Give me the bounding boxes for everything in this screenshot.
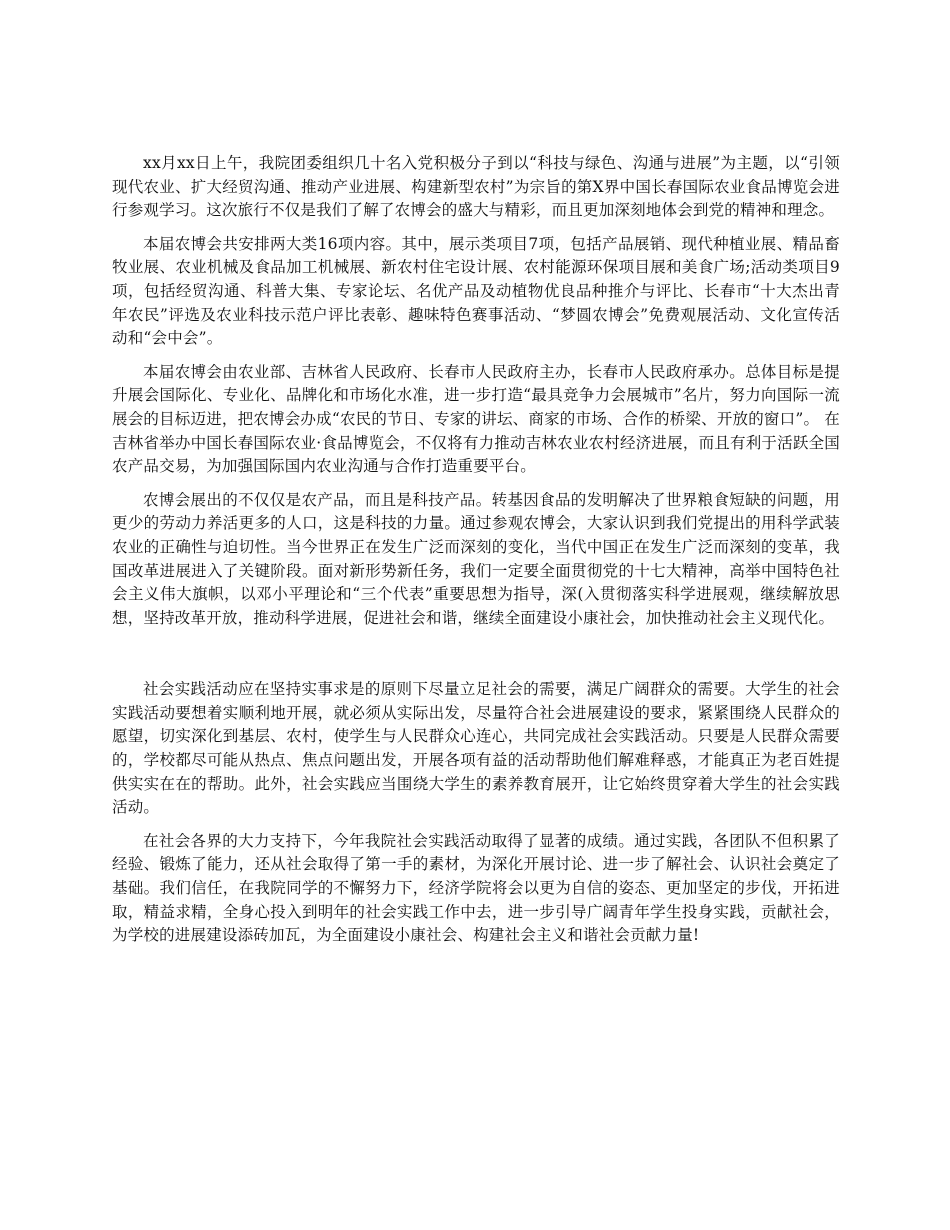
section-gap [112, 640, 840, 678]
document-page [112, 152, 840, 958]
paragraph-social-practice: 社会实践活动应在坚持实事求是的原则下尽量立足社会的需要，满足广阔群众的需要。大学生的社会实践活动要想着实顺利地开展，就必须从实际出发，尽量符合社会进展建设的要求，紧紧围绕人民群众的愿望，切实深化到基层、农村，使学生与人民群众心连心，共同完成社会实践活动。只要是人民群众需要的，学校都尽可能从热点、焦点问题出发，开展各项有益的活动帮助他们解难释惑，才能真正为老百姓提供实实在在的帮助。此外，社会实践应当围绕大学生的素养教育展开，让它始终贯穿着大学生的社会实践活动。 [112, 680, 840, 817]
paragraph-expo-visit: xx月xx日上午，我院团委组织几十名入党积极分子到以“科技与绿色、沟通与进展”为主题，以“引领现代农业、扩大经贸沟通、推动产业进展、构建新型农村”为宗旨的第X界中国长春国际农业食品博览会进行参观学习。这次旅行不仅是我们了解了农博会的盛大与精彩，而且更加深刻地体会到党的精神和理念。 [112, 154, 840, 220]
paragraph-expo-organizers: 本届农博会由农业部、吉林省人民政府、长春市人民政府主办，长春市人民政府承办。总体目标是提升展会国际化、专业化、品牌化和市场化水准，进一步打造“最具竞争力会展城市”名片，努力向国际一流展会的目标迈进，把农博会办成“农民的节日、专家的讲坛、商家的市场、合作的桥梁、开放的窗口”。 在吉林省举办中国长春国际农业·食品博览会，不仅将有力推动吉林农业农村经济进展，而且有利于活跃全国农产品交易，为加强国际国内农业沟通与合作打造重要平台。 [112, 362, 840, 476]
paragraph-achievements: 在社会各界的大力支持下，今年我院社会实践活动取得了显著的成绩。通过实践，各团队不但积累了经验、锻炼了能力，还从社会取得了第一手的素材，为深化开展讨论、进一步了解社会、认识社会奠定了基础。我们信任，在我院同学的不懈努力下，经济学院将会以更为自信的姿态、更加坚定的步伐，开拓进取，精益求精，全身心投入到明年的社会实践工作中去，进一步引导广阔青年学生投身实践，贡献社会，为学校的进展建设添砖加瓦，为全面建设小康社会、构建社会主义和谐社会贡献力量! [112, 831, 840, 945]
paragraph-expo-content: 本届农博会共安排两大类16项内容。其中，展示类项目7项，包括产品展销、现代种植业展、精品畜牧业展、农业机械及食品加工机械展、新农村住宅设计展、农村能源环保项目展和美食广场;活动类项目9项，包括经贸沟通、科普大集、专家论坛、名优产品及动植物优良品种推介与评比、长春市“十大杰出青年农民”评选及农业科技示范户评比表彰、趣味特色赛事活动、“梦圆农博会”免费观展活动、文化宣传活动和“会中会”。 [112, 234, 840, 348]
paragraph-technology: 农博会展出的不仅仅是农产品，而且是科技产品。转基因食品的发明解决了世界粮食短缺的问题，用更少的劳动力养活更多的人口，这是科技的力量。通过参观农博会，大家认识到我们党提出的用科学武装农业的正确性与迫切性。当今世界正在发生广泛而深刻的变化，当代中国正在发生广泛而深刻的变革，我国改革进展进入了关键阶段。面对新形势新任务，我们一定要全面贯彻党的十七大精神，高举中国特色社会主义伟大旗帜，以邓小平理论和“三个代表”重要思想为指导，深(入贯彻落实科学进展观，继续解放思想，坚持改革开放，推动科学进展，促进社会和谐，继续全面建设小康社会，加快推动社会主义现代化。 [112, 490, 840, 627]
